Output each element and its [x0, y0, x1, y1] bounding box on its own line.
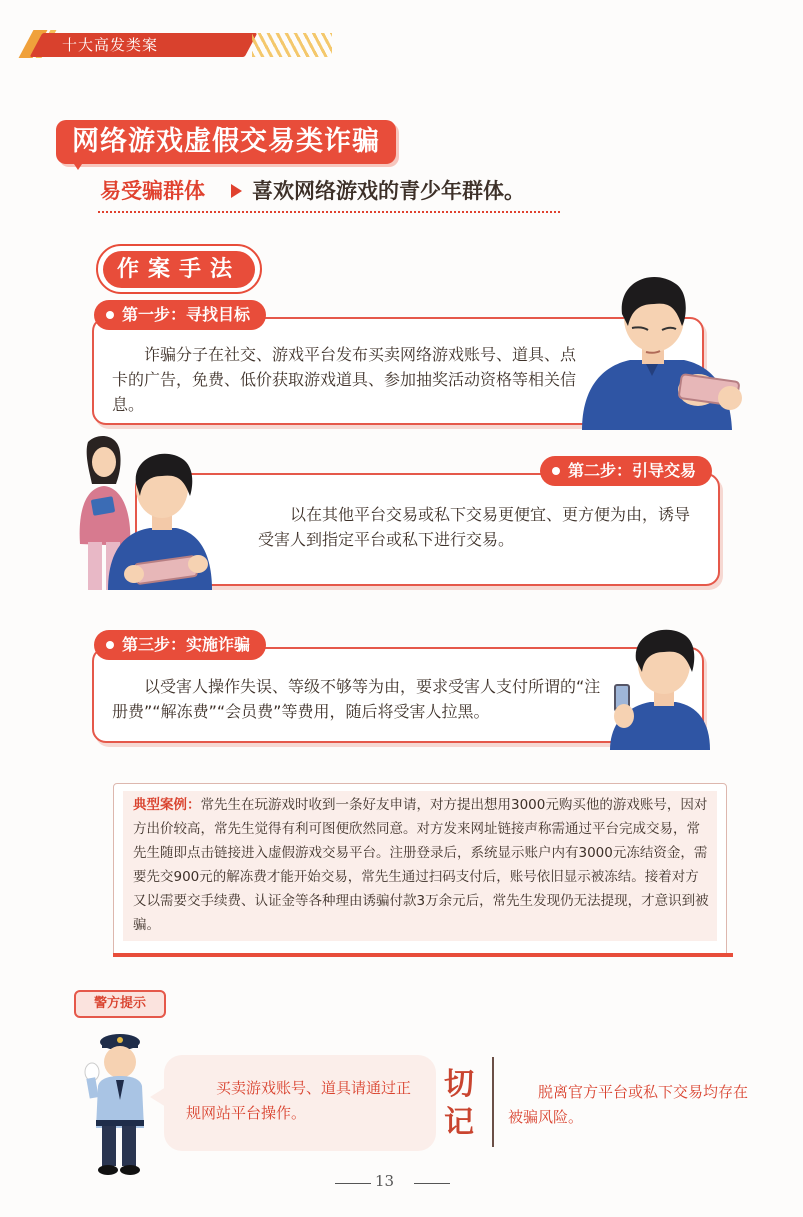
step-3-text: 以受害人操作失误、等级不够等为由，要求受害人支付所谓的“注册费”“解冻费”“会员费”等费用，随后将受害人拉黑。 — [112, 677, 601, 721]
step-2-label-text: 第二步：引导交易 — [568, 461, 697, 480]
step-1-label — [94, 300, 266, 330]
header-decor-stripes — [252, 33, 332, 57]
dotted-divider — [98, 211, 560, 213]
boy-with-tablet-illustration — [106, 448, 214, 590]
case-label: 典型案例： — [133, 797, 201, 813]
step-3-label-text: 第三步：实施诈骗 — [122, 635, 251, 654]
dot-icon — [106, 311, 114, 319]
speech-bubble-text: 买卖游戏账号、道具请通过正规网站平台操作。 — [186, 1079, 412, 1122]
triangle-right-icon — [231, 184, 242, 198]
case-text — [133, 793, 711, 937]
page-title: 网络游戏虚假交易类诈骗 — [72, 126, 380, 157]
page-number-line-right — [414, 1183, 450, 1184]
step-2-text: 以在其他平台交易或私下交易更便宜、更方便为由，诱导受害人到指定平台或私下进行交易。 — [258, 505, 691, 549]
boy-gaming-illustration — [572, 268, 744, 430]
case-body: 常先生在玩游戏时收到一条好友申请，对方提出想用3000元购买他的游戏账号，因对方出价较高，常先生觉得有利可图便欣然同意。对方发来网址链接声称需通过平台完成交易，常先生随即点击链接进入虚假游戏交易平台。注册登录后，系统显示账户内有3000元冻结资金，需要先交900元的解冻费才能开始交易，常先生通过扫码支付后，账号依旧显示被冻结。接着对方又以需要交手续费、认证金等各种理由诱骗付款3万余元后，常先生发现仍无法提现，才意识到被骗。 — [133, 797, 709, 933]
case-box-bottom-bar — [113, 953, 733, 957]
step-1-text: 诈骗分子在社交、游戏平台发布买卖网络游戏账号、道具、点卡的广告，免费、低价获取游戏道具、参加抽奖活动资格等相关信息。 — [112, 345, 577, 414]
step-3-label — [94, 630, 266, 660]
warning-text: 脱离官方平台或私下交易均存在被骗风险。 — [508, 1083, 749, 1126]
police-tip-badge: 警方提示 — [74, 990, 166, 1018]
page-number-line-left — [335, 1183, 371, 1184]
dot-icon — [552, 467, 560, 475]
remember-calligraphy: 切记 — [444, 1067, 474, 1140]
target-group-text: 喜欢网络游戏的青少年群体。 — [252, 179, 525, 203]
step-1-label-text: 第一步：寻找目标 — [122, 305, 251, 324]
target-group-label: 易受骗群体 — [100, 179, 205, 203]
boy-with-phone-illustration — [606, 626, 712, 750]
step-2-label — [540, 456, 712, 486]
dot-icon — [106, 641, 114, 649]
section-title: 十大高发类案 — [62, 36, 159, 54]
method-banner-text: 作案手法 — [116, 257, 241, 282]
vertical-divider — [492, 1057, 494, 1147]
page-number: 13 — [375, 1172, 395, 1190]
police-officer-illustration — [84, 1028, 154, 1176]
